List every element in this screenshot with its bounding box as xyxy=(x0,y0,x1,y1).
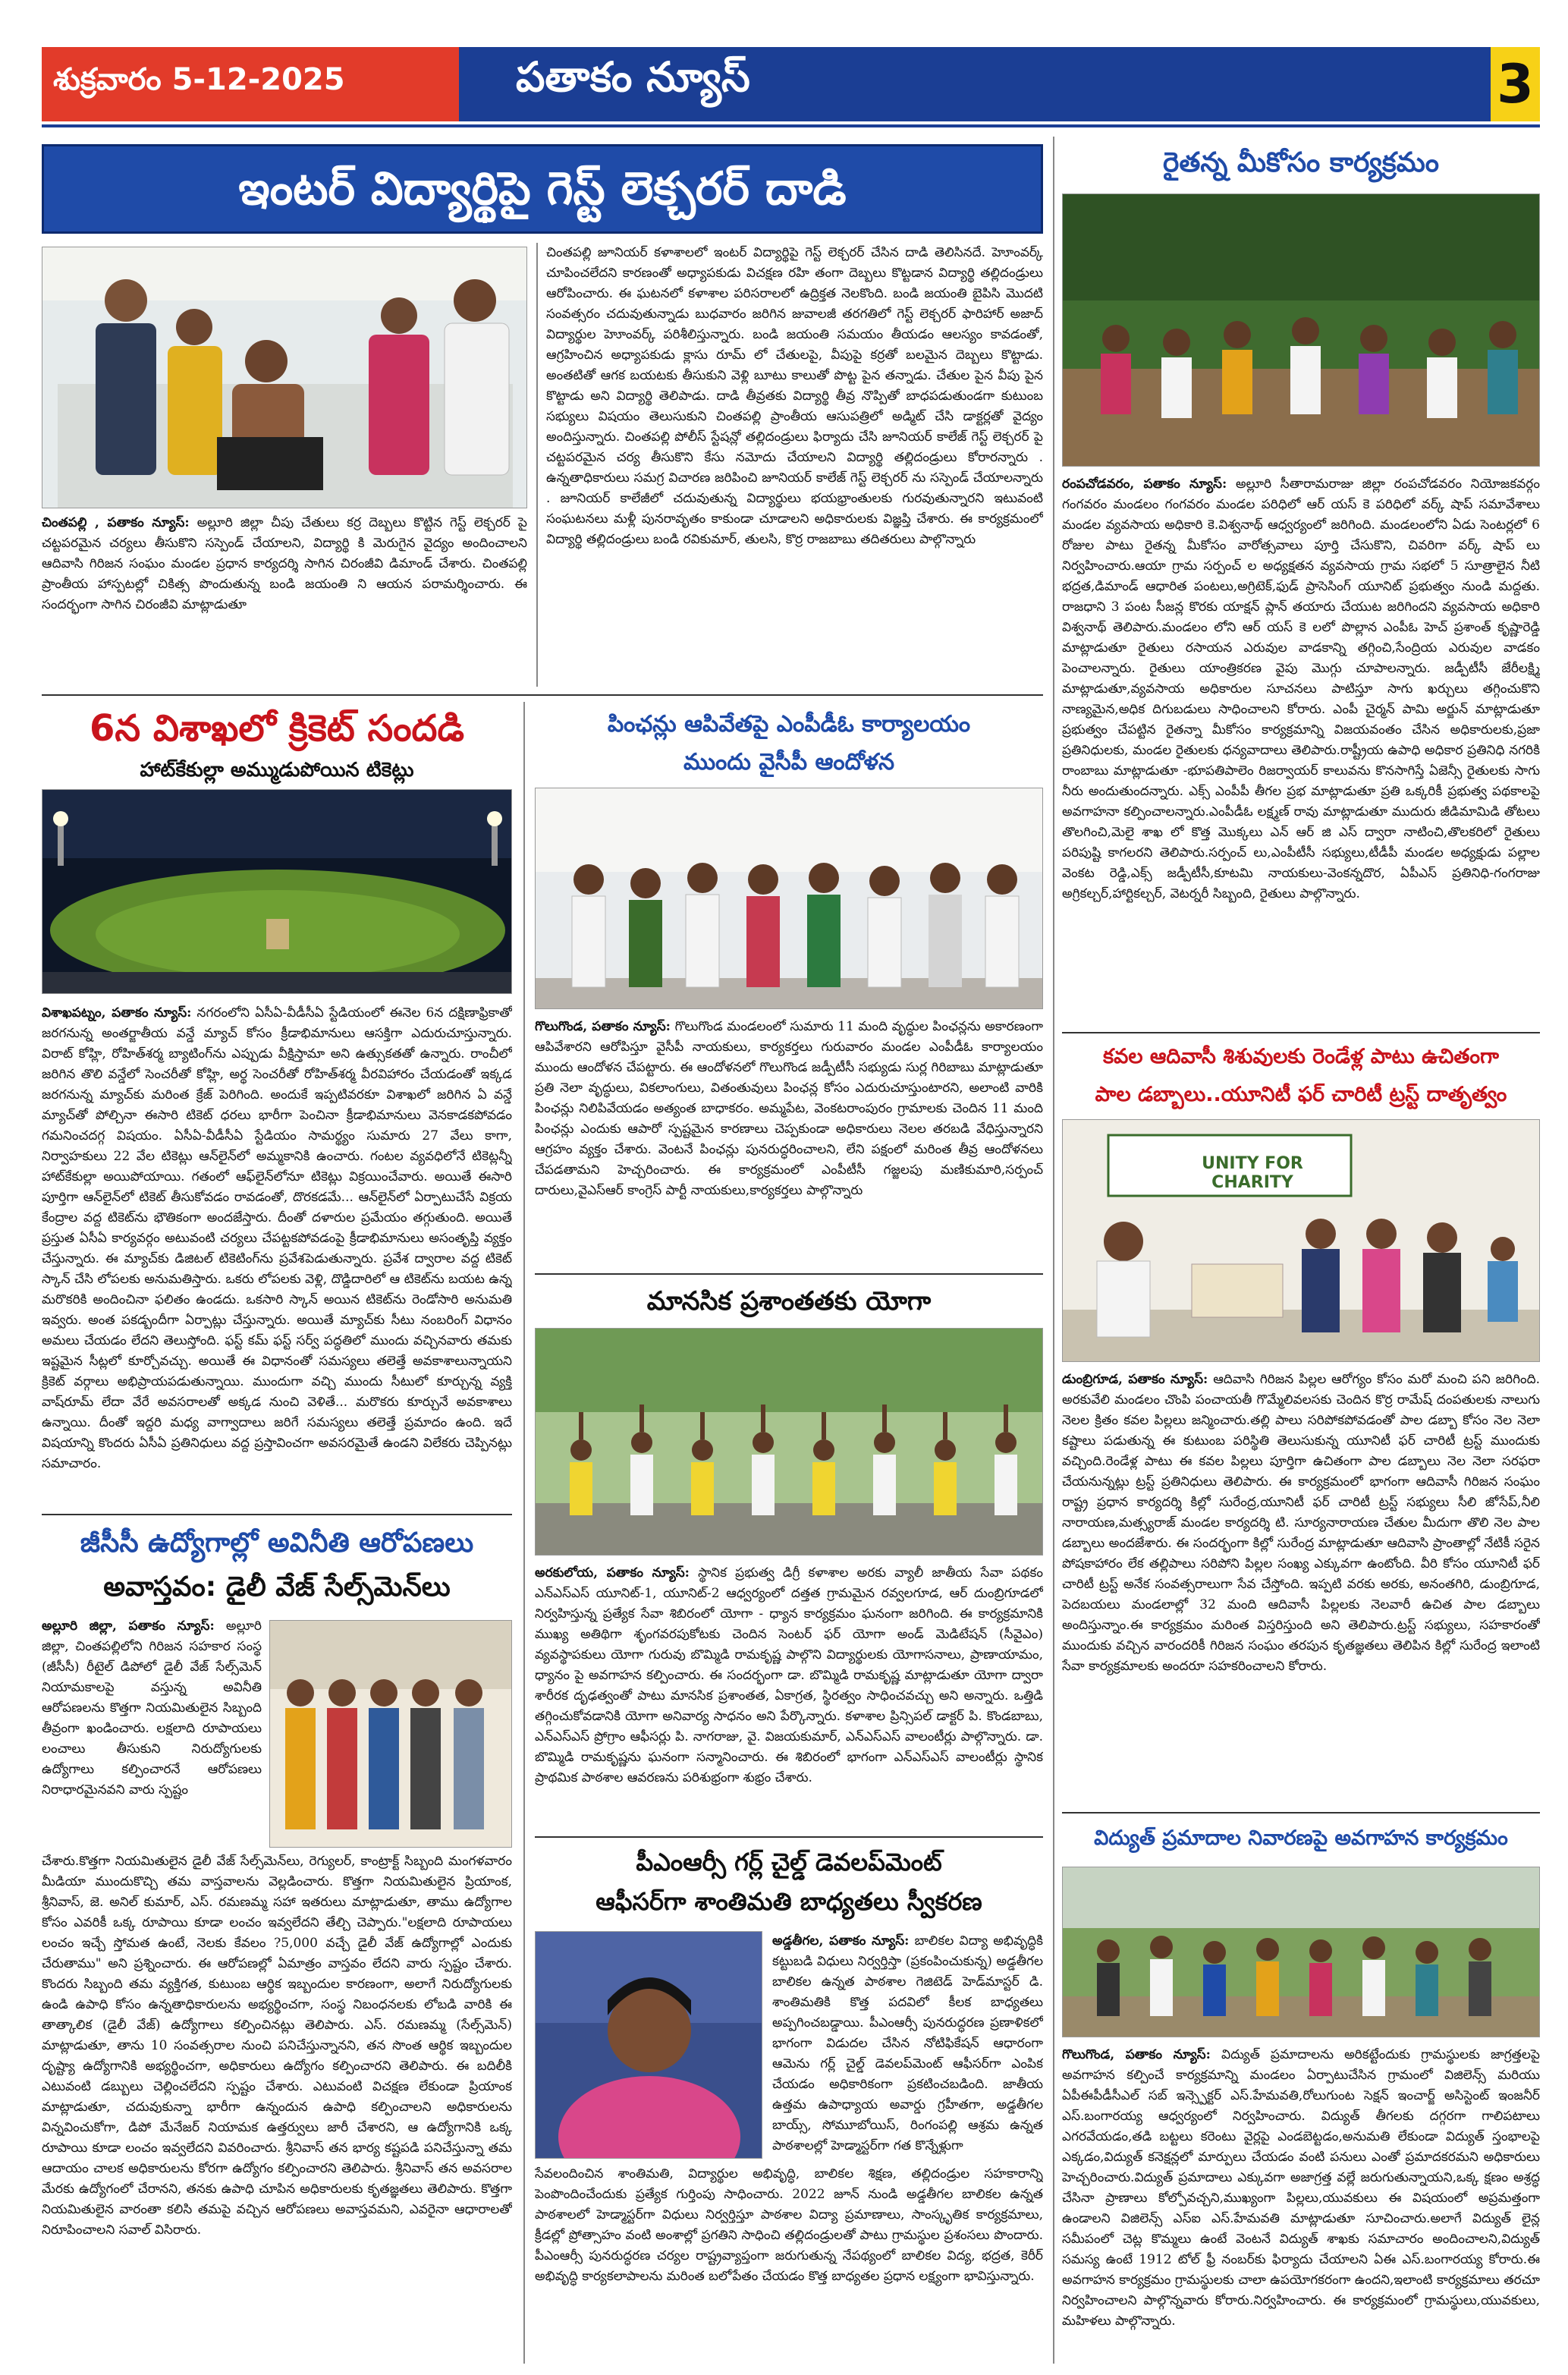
shantimathi-portrait xyxy=(535,1931,762,2159)
yoga-bottom-rule xyxy=(535,1836,1043,1838)
pension-dateline: గొలుగొండ, పతాకం న్యూస్: xyxy=(535,1019,671,1034)
gcc-body-top-text: అల్లూరి జిల్లా, చింతపల్లిలోని గిరిజన సహకార సంస్థ (జీసీసీ) రీటైల్ డిపోలో డైలీ వేజ్ సేల్స్‌మెన్ నియామకాలపై వస్తున్న అవినీతి ఆరోపణలను కొత్తగా నియమితులైన సిబ్బంది తీవ్రంగా ఖండించారు. లక్షలాది రూపాయలు లంచాలు తీసుకుని నిరుద్యోగులకు ఉద్యోగాలు కల్పించారనే ఆరోపణలు నిరాధారమైనవని వారు స్పష్టం xyxy=(42,1618,262,1798)
pmrc-body-top-text: బాలికల విద్యా అభివృద్ధికి కట్టుబడి విధులు నిర్వర్తిస్తా (ప్రకంపించుకున్న) అడ్డతీగల బాలికల ఉన్నత పాఠశాల గెజిటెడ్ హెడ్‌మాస్టర్ డి. శాంతిమతికి కొత్త పదవిలో కీలక బాధ్యతలు అప్పగించబడ్డాయి. పీఎంఆర్సీ పునరుద్ధరణ ప్రణాళికలో భాగంగా విడుదల చేసిన నోటిఫికేషన్ ఆధారంగా ఆమెను గర్ల్ చైల్డ్ డెవలప్‌మెంట్ ఆఫీసర్‌గా ఎంపిక చేయడం అధికారికంగా ప్రకటించబడింది. జాతీయ ఉత్తమ ఉపాధ్యాయ అవార్డు గ్రహీతగా, అడ్డతీగల బాయ్స్, సోమూబోయిస్, రింగంపల్లి ఆశ్రమ ఉన్నత పాఠశాలల్లో హెడ్మాస్టర్‌గా గత కొన్నేళ్లుగా xyxy=(772,1933,1043,2153)
pension-headline-line1: పింఛన్లు ఆపివేతపై ఎంపీడీఓ కార్యాలయం xyxy=(607,711,971,738)
stadium-illustration xyxy=(42,790,512,994)
column-rule-1 xyxy=(523,702,525,2364)
lead-headline: ఇంటర్ విద్యార్థిపై గెస్ట్ లెక్చరర్ దాడి xyxy=(238,162,847,215)
unity-for-charity-banner: UNITY FOR CHARITY xyxy=(1202,1154,1303,1192)
lead-photo xyxy=(42,247,527,508)
milk-bottom-rule xyxy=(1062,1812,1540,1813)
pmrc-headline-line2: ఆఫీసర్‌గా శాంతిమతి బాధ్యతలు స్వీకరణ xyxy=(595,1887,982,1916)
electric-body xyxy=(1062,2045,1540,2364)
lead-dateline: చింతపల్లి , పతాకం న్యూస్: xyxy=(42,515,190,530)
cricket-stadium-photo xyxy=(42,789,512,994)
farmers-dateline: రంపచోడవరం, పతాకం న్యూస్: xyxy=(1062,477,1227,492)
yoga-body-text: స్థానిక ప్రభుత్వ డిగ్రీ కళాశాల అరకు వ్యాలీ జాతీయ సేవా పథకం ఎన్ఎస్ఎస్ యూనిట్-1, యూనిట్-2 ఆధ్వర్యంలో దత్తత గ్రామమైన రవ్వలగూడ, ఆర్ దుంబ్రిగూడలో నిర్వహిస్తున్న ప్రత్యేక సేవా శిబిరంలో యోగా - ధ్యాన కార్యక్రమం ఘనంగా జరిగింది. ఈ కార్యక్రమానికి ముఖ్య అతిథిగా శృంగవరపుకోటకు చెందిన సెంటర్ ఫర్ యోగా అండ్ మెడిటేషన్ (సీవైఎం) వ్యవస్థాపకులు యోగా గురువు బొమ్మిడి రామకృష్ణ పాల్గొని విద్యార్థులకు యోగాసనాలు, ప్రాణాయామం, ధ్యానం పై అవగాహన కల్పించారు. ఈ సందర్భంగా డా. బొమ్మిడి రామకృష్ణ మాట్లాడుతూ యోగా ద్వారా శారీరక దృఢత్వంతో పాటు మానసిక ప్రశాంతత, ఏకాగ్రత, స్థిరత్వం సాధించవచ్చు అని అన్నారు. ఒత్తిడి తగ్గించుకోవడానికి యోగా అనివార్య సాధనం అని పేర్కొన్నారు. కళాశాల ప్రిన్సిపల్ డాక్టర్ పి. కొండబాబు, ఎన్ఎస్ఎస్ ప్రోగ్రాం ఆఫీసర్లు పి. నాగరాజు, వై. విజయకుమార్, ఎన్ఎస్ఎస్ వాలంటీర్లు పాల్గొన్నారు. డా. బొమ్మిడి రామకృష్ణను ఘనంగా సన్మానించారు. ఈ శిబిరంలో భాగంగా ఎన్ఎస్ఎస్ వాలంటీర్లు స్థానిక ప్రాథమిక పాఠశాల ఆవరణను పరిశుభ్రంగా శుభ్రం చేశారు. xyxy=(535,1565,1043,1785)
pension-body-text: గొలుగొండ మండలంలో సుమారు 11 మంది వృద్ధుల పింఛన్లను అకారణంగా ఆపివేశారని ఆరోపిస్తూ వైసీపీ నాయకులు, కార్యకర్తలు గురువారం మండల ఎంపీడీఓ కార్యాలయం ముందు ఆందోళన చేపట్టారు. ఈ ఆందోళనలో గొలుగొండ జడ్పీటీసీ సభ్యుడు సుర్ల గిరిబాబు మాట్లాడుతూ ప్రతి నెలా వృద్ధులు, వికలాంగులు, వితంతువులు పింఛన్ల కోసం ఎదురుచూస్తుంటారని, అలాంటి వారికి పింఛన్లు నిలిపివేయడం అత్యంత బాధాకరం. అమ్మపేట, వెంకటరాంపురం గ్రామాలకు చెందిన 11 మంది పింఛన్లు ఎందుకు ఆపారో స్పష్టమైన కారణాలు చెప్పకుండా అధికారులు నెలల తరబడి వేధిస్తున్నారని ఆగ్రహం వ్యక్తం చేశారు. వెంటనే పింఛన్లు పునరుద్ధరించాలని, లేని పక్షంలో మరింత తీవ్ర ఆందోళనలు చేపడతామని హెచ్చరించారు. ఈ కార్యక్రమంలో ఎంపీటీసీ గజ్జలపు మణికుమారి,సర్పంచ్ దారులు,వైఎస్ఆర్ కాంగ్రెస్ పార్టీ నాయకులు,కార్యకర్తలు పాల్గొన్నారు xyxy=(535,1019,1043,1198)
meeting-illustration xyxy=(1063,194,1540,467)
cricket-body xyxy=(42,1003,512,1508)
hospital-scene-illustration xyxy=(42,247,527,508)
pension-protest-photo xyxy=(535,788,1043,1009)
column-rule-2 xyxy=(1053,137,1054,2364)
lead-column-rule xyxy=(536,243,538,687)
cricket-body-text: నగరంలోని ఏసీఏ-వీడీసీఏ స్టేడియంలో ఈనెల 6న దక్షిణాఫ్రికాతో జరగనున్న అంతర్జాతీయ వన్డే మ్యాచ్ కోసం క్రీడాభిమానులు ఆసక్తిగా ఎదురుచూస్తున్నారు. విరాట్ కోహ్లి, రోహిత్‌శర్మ బ్యాటింగ్‌ను ఎప్పుడు వీక్షిస్తామా అని ఉత్సుకతతో ఉన్నారు. రాంచీలో జరిగిన తొలి వన్డేలో సెంచరీతో కోహ్లి, అర్థ సెంచరీతో రోహిత్‌శర్మ వీరవిహారం చేయడంతో ఇక్కడ జరగనున్న మ్యాచ్‌కు మరింత క్రేజ్ పెరిగింది. అందుకే ఇప్పటివరకూ విశాఖలో జరిగిన ఏ వన్డే మ్యాచ్‌తో పోల్చినా ఈసారి టికెట్ ధరలు భారీగా పెంచినా క్రీడాభిమానులు వెనకాడకపోవడం గమనించదగ్గ విషయం. ఏసీఏ-వీడీసీఏ స్టేడియం సామర్థ్యం సుమారు 27 వేలు కాగా, నిర్వాహకులు 22 వేల టికెట్లు ఆన్‌లైన్‌లో అమ్మకానికి ఉంచారు. గంటల వ్యవధిలోనే టికెట్లన్నీ హాట్‌కేకుల్లా అయిపోయాయి. గతంలో ఆఫ్‌లైన్‌లోనూ టికెట్లు విక్రయించేవారు. అయితే ఈసారి పూర్తిగా ఆన్‌లైన్‌లో టికెట్ తీసుకోవడం రావడంతో, దొరకడమే... ఆన్‌లైన్‌లో ఏర్పాటుచేసే విక్రయ కేంద్రాల వద్ద టికెట్‌ను భౌతికంగా అందజేస్తారు. దీంతో దళారుల ప్రమేయం తగ్గుతుంది. అయితే ప్రస్తుత ఏసీఏ కార్యవర్గం అటువంటి చర్యలు చేపట్టకపోవడంపై క్రీడాభిమానులు అసంతృప్తి వ్యక్తం చేస్తున్నారు. ఈ మ్యాచ్‌కు డిజిటల్ టికెటింగ్‌ను ప్రవేశపెడుతున్నారు. ప్రవేశ ద్వారాల వద్ద టికెట్ స్కాన్ చేసి లోపలకు అనుమతిస్తారు. ఒకరు లోపలకు వెళ్లి, దొడ్డిదారిలో ఆ టికెట్‌ను బయట ఉన్న మరొకరికి అందించినా ఫలితం ఉండదు. ఒకసారి స్కాన్ అయిన టికెట్‌ను రెండోసారి అనుమతి ఇవ్వరు. అంత పకడ్బందీగా ఏర్పాట్లు చేస్తున్నారు. అయితే మ్యాచ్‌కు సీటు నంబరింగ్ విధానం అమలు చేయడం లేదని తెలుస్తోంది. ఫస్ట్ కమ్ ఫస్ట్ సర్వ్ పద్ధతిలో ముందు వచ్చినవారు తమకు ఇష్టమైన సీట్లలో కూర్చోవచ్చు. అయితే ఈ విధానంతో సమస్యలు తలెత్తే అవకాశాలున్నాయని క్రికెట్ వర్గాలు అభిప్రాయపడుతున్నాయి. ముందుగా వచ్చి ముందు సీటులో కూర్చున్న వ్యక్తి వాష్‌రూమ్ లేదా వేరే అవసరాలతో అక్కడ నుంచి వెళితే... మరొకరు కూర్చునే అవకాశాలు ఉన్నాయి. దీంతో ఇద్దరి మధ్య వాగ్వాదాలు జరిగే సమస్యలు తలెత్తే ప్రమాదం ఉంది. ఇదే విషయాన్ని కొందరు ఏసీఏ ప్రతినిధులు వద్ద ప్రస్తావించగా అవసరమైతే ఉండని విలేకరు చెప్పినట్లు సమాచారం. xyxy=(42,1005,512,1471)
gcc-dateline: అల్లూరి జిల్లా, పతాకం న్యూస్: xyxy=(42,1618,215,1634)
cricket-headline: 6న విశాఖలో క్రికెట్ సందడి xyxy=(90,707,464,750)
issue-date: శుక్రవారం 5-12-2025 xyxy=(53,62,345,97)
yoga-body xyxy=(535,1563,1043,1830)
lead-bottom-rule xyxy=(42,694,1043,696)
cricket-dateline: విశాఖపట్నం, పతాకం న్యూస్: xyxy=(42,1005,192,1021)
page-number: 3 xyxy=(1491,47,1540,121)
masthead-rule xyxy=(42,124,1540,127)
pmrc-body-top xyxy=(772,1931,1043,2159)
cricket-subhead: హాట్‌కేకుల్లా అమ్ముడుపోయిన టికెట్లు xyxy=(140,759,414,782)
electric-awareness-photo xyxy=(1062,1867,1540,2037)
milk-headline-line1: కవల ఆదివాసీ శిశువులకు రెండేళ్ల పాటు ఉచితంగా xyxy=(1103,1045,1499,1068)
lead-body-right: చింతపల్లి జూనియర్ కళాశాలలో ఇంటర్ విద్యార్థిపై గెస్ట్ లెక్చరర్ చేసిన దాడి తెలిసినదే. హెూంవర్క్ చూపించలేదని కారణంతో అధ్యాపకుడు విచక్షణ రహి తంగా దెబ్బలు కొట్టడాన విద్యార్థి తల్లిదండ్రులు ఆరోపించారు. ఈ ఘటనలో కళాశాల పరిసరాలలో ఉద్రిక్తత నెలకొంది. బండి జయంతి బైపిసి మొదటి సంవత్సరం చదువుతున్నాడు బుధవారం జరిగిన జువాలజీ తరగతిలో గెస్ట్ లెక్చరర్ ఫారిహార్ అజాద్ విద్యార్థుల హెూంవర్క్ పరిశీలిస్తున్నారు. బండి జయంతి సమయం తీయడం ఆలస్యం కావడంతో, ఆగ్రహించిన అధ్యాపకుడు క్లాసు రూమ్ లో చేతులపై, వీపుపై కర్రతో బలమైన దెబ్బలు కొట్టాడు. అంతటితో ఆగక బయటకు తీసుకుని వెళ్లి బూటు కాలుతో పొట్ట పైన తన్నాడు. చేతుల పైన వీపు పైన కొట్టాడు అని విద్యార్థి తెలిపాడు. దాడి తీవ్రతకు విద్యార్థి తీవ్ర నొప్పితో బాధపడుతుండగా కుటుంబ సభ్యులు విషయం తెలుసుకుని చింతపల్లి ప్రాంతీయ ఆసుపత్రిలో అడ్మిట్ చేసి డాక్టర్లతో వైద్యం అందిస్తున్నారు. చింతపల్లి పోలీస్ స్టేషన్లో తల్లిదండ్రులు ఫిర్యాదు చేసి జూనియర్ కాలేజ్ గెస్ట్ లెక్చరర్ పై చట్టపరమైన చర్య తీసుకొని కేసు నమోదు చేయాలని విద్యార్థి తల్లిదండ్రులు కోరారన్నారు . ఉన్నతాధికారులు సమగ్ర విచారణ జరిపించి జూనియర్ కాలేజ్ గెస్ట్ లెక్చరర్ ను సస్పెండ్ చేయాలన్నారు . జూనియర్ కాలేజీలో చదువుతున్న విద్యార్థులు భయభ్రాంతులకు గురవుతున్నారని ఇటువంటి సంఘటనలు మళ్లీ పునరావృతం కాకుండా చూడాలని అధికారులకు విజ్ఞప్తి చేశారు. ఈ కార్యక్రమంలో విద్యార్థి తల్లిదండ్రులు బండి రవికుమార్, తులసి, కొర్ర రాజబాబు తదితరులు పాల్గొన్నారు xyxy=(546,245,1043,547)
farmers-body-text: అల్లూరి సీతారామరాజు జిల్లా రంపచోడవరం నియోజకవర్గం గంగవరం మండలం గంగవరం మండల పరిధిలో ఆర్ యస్ కె పరిధిలో వర్క్ షాప్ సమావేశాలు మండల వ్యవసాయ అధికారి కె.విశ్వనాథ్ ఆధ్వర్యంలో జరిగింది. మండలంలోని ఏడు సెంటర్లలో 6 రోజుల పాటు రైతన్న మీకోసం వారోత్సవాలు పూర్తి చేసుకొని, చివరిగా వర్క్ షాప్ లు నిర్వహించారు.ఆయా గ్రామ సర్పంచ్ ల అధ్యక్షతన వ్యవసాయ గ్రామ సభలో 5 సూత్రాలైన నీటి భద్రత,డిమాండ్ ఆధారిత పంటలు,అగ్రిటెక్,ఫుడ్ ప్రాసెసింగ్ యూనిట్ ప్రభుత్వం నుండి మద్దతు. రాజధాని 3 పంట సీజన్ల కొరకు యాక్షన్ ప్లాన్ తయారు చేయుట జరిగిందని వ్యవసాయ అధికారి విశ్వనాథ్ తెలిపారు.మండలం లోని ఆర్ యస్ కె లలో పొల్లాన ఎంపీఓ హెచ్ ప్రశాంత్ కృష్ణారెడ్డి మాట్లాడుతూ రైతులు రసాయన ఎరువుల వాడకాన్ని తగ్గించి,సేంద్రియ ఎరువుల వాడకం పెంచాలన్నారు. రైతులు యాంత్రికరణ వైపు మొగ్గు చూపాలన్నారు. జడ్పీటీసీ జేరీలక్ష్మి మాట్లాడుతూ,వ్యవసాయ అధికారుల సూచనలు పాటిస్తూ సాగు ఖర్చులు తగ్గించుకొని నాణ్యమైన,అధిక దిగుబడులు సాధించాలని కోరారు. ఎంపీ చైర్మన్ పామి అర్జున్ మాట్లాడుతూ ప్రభుత్వం చేపట్టిన రైతన్నా మీకోసం కార్యక్రమాన్ని విజయవంతం చేసిన అధికారులకు,ప్రజా ప్రతినిధులకు, మండల రైతులకు ధన్యవాదాలు తెలిపారు.రాష్ట్రీయ ఉపాధి అధికార ప్రతినిధి నగరికి రాంబాబు మాట్లాడుతూ -భూపతిపాలెం రిజర్వాయర్ కాలువను కొనసాగిస్తే ఏజెన్సీ రైతులకు సాగు నీరు అందుతుందన్నారు. ఎక్స్ ఎంపీపీ తీగల ప్రభ మాట్లాడుతూ ప్రతి ఒక్కరికీ ప్రభుత్వ పథకాలపై అవగాహనా కల్పించాలన్నారు.ఎంపీడీఓ లక్ష్మణ్ రావు మాట్లాడుతూ ముదురు జీడిమామిడి తోటలు తొలగించి,మెలై శాఖ లో కొత్త మొక్కలు ఎన్ ఆర్ జి ఎస్ ద్వారా నాటించి,తొలకరిలో రైతులు పరిపుష్టి కాగలరని తెలిపారు.సర్పంచ్ లు,ఎంపీటీసీ సభ్యులు,టీడీపీ మండల అధ్యక్షుడు పల్లాల వెంకట రెడ్డి,ఎక్స్ జడ్పీటీసీ,కూటమి నాయకులు-వెంకన్నదొర, ఏపీఎస్ ప్రతినిధి-గంగరాజు అగ్రికల్చర్,హార్టికల్చర్, వెటర్నరీ సిబ్బంది, రైతులు పాల్గొన్నారు. xyxy=(1062,477,1540,901)
yoga-photo xyxy=(535,1328,1043,1556)
gcc-body-bottom: చేశారు.కొత్తగా నియమితులైన డైలీ వేజ్ సేల్స్‌మెన్‌లు, రెగ్యులర్, కాంట్రాక్ట్ సిబ్బంది మంగళవారం మీడియా ముందుకొచ్చి తమ వాస్తవాలను వెల్లడించారు. కొత్తగా నియమితులైన ప్రియాంక, శ్రీనివాస్, జె. అనిల్ కుమార్, ఎస్. రమణమ్మ సహా ఇతరులు మాట్లాడుతూ, తాము ఉద్యోగాల కోసం ఎవరికీ ఒక్క రూపాయి కూడా లంచం ఇవ్వలేదని తేల్చి చెప్పారు."లక్షలాది రూపాయలు లంచం ఇచ్చే స్తోమత ఉంటే, నెలకు కేవలం ?5,000 వచ్చే డైలీ వేజ్ ఉద్యోగాల్లో ఎందుకు చేరుతాము" అని ప్రశ్నించారు. ఈ ఆరోపణల్లో ఏమాత్రం వాస్తవం లేదని వారు స్పష్టం చేశారు. కొందరు సిబ్బంది తమ వ్యక్తిగత, కుటుంబ ఆర్థిక ఇబ్బందుల కారణంగా, అలాగే నిరుద్యోగులకు ఉండి ఉపాధి కోసం ఉన్నతాధికారులను అభ్యర్థించగా, సంస్థ నిబంధనలకు లోబడి వారికి ఈ తాత్కాలిక (డైలీ వేజ్) ఉద్యోగాలు కల్పించినట్లు తెలిపారు. ఎస్. రమణమ్మ (సేల్స్‌మెన్) మాట్లాడుతూ, తాను 10 సంవత్సరాల నుంచి పనిచేస్తున్నానని, తన సొంత ఆర్థిక ఇబ్బందుల దృష్ట్యా ఉద్యోగానికి అభ్యర్థించగా, అధికారులు ఉద్యోగం కల్పించారని తెలిపారు. ఈ బదిలీకి ఎటువంటి డబ్బులు చెల్లించలేదని స్పష్టం చేశారు. ఎటువంటి విచక్షణ లేకుండా ప్రియాంక మాట్లాడుతూ, చదువుకున్నా భారీగా ఉన్నందున ఉపాధి కల్పించాలని అధికారులను విన్నవించుకోగా, డిపో మేనేజర్ నియామక ఉత్తర్వులు జారీ చేశారని, ఆ ఉద్యోగానికి ఒక్క రూపాయి కూడా లంచం ఇవ్వలేదని వివరించారు. శ్రీనివాస్ తన భార్య కష్టపడి పనిచేస్తున్నా తమ ఆదాయం చాలక అధికారులను కోరగా ఉద్యోగం కల్పించారని తెలిపారు. శ్రీనివాస్ తన అవసరాల మేరకు ఉద్యోగంలో చేరానని, తనకు ఉపాధి చూపిన అధికారులకు కృతజ్ఞతలు తెలిపారు. కొత్తగా నియమితులైన వారంతా కలిసి తమపై వచ్చిన ఆరోపణలు అవాస్తవమని, ఎవరైనా ఆధారాలతో నిరూపించాలని సవాల్ విసిరారు. xyxy=(42,1854,512,2238)
village-group-illustration xyxy=(1063,1867,1540,2037)
yoga-dateline: అరకులోయ, పతాకం న్యూస్: xyxy=(535,1565,690,1581)
milk-dateline: డుంబ్రిగూడ, పతాకం న్యూస్: xyxy=(1062,1372,1208,1387)
pension-headline-line2: ముందు వైసీపీ ఆందోళన xyxy=(683,749,895,775)
gcc-headline-line2: అవాస్తవం: డైలీ వేజ్ సేల్స్‌మెన్‌లు xyxy=(103,1571,451,1603)
yoga-group-illustration xyxy=(536,1329,1043,1556)
farmers-body xyxy=(1062,474,1540,1027)
cricket-bottom-rule xyxy=(42,1514,512,1515)
lead-body-left-text: అల్లూరి జిల్లా చీపు చేతులు కర్ర దెబ్బలు కొట్టిన గెస్ట్ లెక్చరర్ పై చట్టపరమైన చర్యలు తీసుకొని సస్పెండ్ చేయాలని, విద్యార్థి కి మెరుగైన వైద్యం అందించాలని ఆదివాసి గిరిజన సంఘం మండల ప్రధాన కార్యదర్శి సాగిన చిరంజీవి డిమాండ్ చేశారు. చింతపల్లి ప్రాంతీయ హాస్పటల్లో చికిత్స పొందుతున్న బండి జయంతి ని ఆయన పరామర్శించారు. ఈ సందర్భంగా సాగిన చిరంజీవి మాట్లాడుతూ xyxy=(42,515,527,612)
gcc-headline-line1: జీసీసీ ఉద్యోగాల్లో అవినీతి ఆరోపణలు xyxy=(80,1527,474,1559)
newspaper-name: పతాకం న్యూస్ xyxy=(516,53,750,101)
gcc-body-top xyxy=(42,1616,262,1848)
staff-group-illustration xyxy=(270,1621,512,1848)
pmrc-dateline: అడ్డతీగల, పతాకం న్యూస్: xyxy=(772,1933,910,1949)
milk-donation-photo xyxy=(1062,1119,1540,1362)
pmrc-body-bottom: సేవలందించిన శాంతిమతి, విద్యార్థుల అభివృద్ధి, బాలికల శిక్షణ, తల్లిదండ్రుల సహకారాన్ని పెంపొందించేందుకు ప్రత్యేక గుర్తింపు సాధించారు. 2022 జూన్ నుండి అడ్డతీగల బాలికల ఉన్నత పాఠశాలలో హెడ్మాస్టర్‌గా విధులు నిర్వర్తిస్తూ పాఠశాల విద్యా ప్రమాణాలు, సాంస్కృతిక కార్యక్రమాలు, క్రీడల్లో ప్రోత్సాహం వంటి అంశాల్లో ప్రగతిని సాధించి తల్లిదండ్రులతో పాటు గ్రామస్థుల ప్రశంసలు పొందారు. పీఎంఆర్సీ పునరుద్ధరణ చర్యల రాష్ట్రవ్యాప్తంగా జరుగుతున్న నేపథ్యంలో బాలికల విద్య, భద్రత, కెరీర్ అభివృద్ధి కార్యకలాపాలను మరింత బలోపేతం చేయడం కొత్త బాధ్యతల ప్రధాన లక్ష్యంగా భావిస్తున్నారు. xyxy=(535,2166,1043,2284)
lead-body-left xyxy=(42,513,527,680)
farmers-meeting-photo xyxy=(1062,193,1540,467)
electric-body-text: విద్యుత్ ప్రమాదాలను అరికట్టేందుకు గ్రామస్థులకు జాగ్రత్తలపై అవగాహన కల్పించే కార్యక్రమాన్ని మండలం ఏర్పాటుచేసిన గ్రామంలో విజిలెన్స్ మరియు ఏపీఈపీడీసీఎల్ సబ్ ఇన్స్పెక్టర్ ఎస్.హేమవతి,రోలుగుంట సెక్షన్ ఇంచార్జ్ అసిస్టెంట్ ఇంజనీర్ ఎస్.బంగారయ్య ఆధ్వర్యంలో నిర్వహించారు. విద్యుత్ తీగలకు దగ్గరగా గాలిపటాలు ఎగరవేయడం,తడి బట్టలు కరెంటు వైర్లపై ఎండబెట్టడం,అనుమతి లేకుండా విద్యుత్ స్తంభాలపై ఎక్కడం,విద్యుత్ కనెక్షన్లలో మార్పులు చేయడం వంటి పనులు ఎంతో ప్రమాదకరమని అధికారులు హెచ్చరించారు.విద్యుత్ ప్రమాదాలు ఎక్కువగా అజాగ్రత్త వల్లే జరుగుతున్నాయని,ఒక్క క్షణం అశ్రద్ధ చేసినా ప్రాణాలు కోల్పోవచ్చని,ముఖ్యంగా పిల్లలు,యువకులు ఈ విషయంలో అప్రమత్తంగా ఉండాలని విజిలెన్స్ ఎస్ఐ ఎస్.హేమవతి మాట్లాడుతూ సూచించారు.అలాగే విద్యుత్ లైన్ల సమీపంలో చెట్ల కొమ్మలు ఉంటే వెంటనే విద్యుత్ శాఖకు సమాచారం అందించాలని,విద్యుత్ సమస్య ఉంటే 1912 టోల్ ఫ్రీ నంబర్‌కు ఫిర్యాదు చేయాలని ఏఈ ఎస్.బంగారయ్య కోరారు.ఈ అవగాహన కార్యక్రమం గ్రామస్థులకు చాలా ఉపయోగకరంగా ఉందని,ఇలాంటి కార్యక్రమాలు తరచూ నిర్వహించాలని పాల్గొన్నవారు కోరారు.నిర్వహించారు. ఈ కార్యక్రమంలో గ్రామస్థులు,యువకులు, మహిళలు పాల్గొన్నారు. xyxy=(1062,2047,1540,2329)
pension-bottom-rule xyxy=(535,1273,1043,1275)
milk-body xyxy=(1062,1370,1540,1806)
pension-body xyxy=(535,1017,1043,1267)
portrait-illustration xyxy=(536,1932,762,2159)
milk-headline-line2: పాల డబ్బాలు..యూనిటీ ఫర్ చారిటీ ట్రస్ట్ దాతృత్వం xyxy=(1095,1083,1507,1106)
protest-illustration xyxy=(536,788,1043,1009)
milk-body-text: ఆదివాసి గిరిజన పిల్లల ఆరోగ్యం కోసం మరో మంచి పని జరిగింది. అరకువేలి మండలం చొంపి పంచాయతీ గొమ్మేలివలసకు చెందిన కొర్ర రామేష్ దంపతులకు నాలుగు నెలల క్రితం కవల పిల్లలు జన్మించారు.తల్లి పాలు సరిపోకపోవడంతో పాల డబ్బా కోసం నెల నెలా కష్టాలు పడుతున్న ఈ కుటుంబ పరిస్థితి తెలుసుకున్న యూనిటీ ఫర్ చారిటీ ట్రస్ట్ ముందుకు వచ్చింది.రెండేళ్ల పాటు ఈ కవల పిల్లలు పూర్తిగా ఉచితంగా పాల డబ్బాలు నెల నెలా సరఫరా చేయనున్నట్లు ట్రస్ట్ ప్రతినిధులు తెలిపారు. ఈ కార్యక్రమంలో భాగంగా ఆదివాసీ గిరిజన సంఘం రాష్ట్ర ప్రధాన కార్యదర్శి కిల్లో సురేంద్ర,యూనిటీ ఫర్ చారిటీ ట్రస్ట్ సభ్యులు సీలి జోసేప్,నీలి నారాయణ,మత్స్యరాజ్ మండల కార్యదర్శి టి. సూర్యనారాయణ చేతుల మీదుగా తొలి నెల పాల డబ్బాలు అందజేశారు. ఈ సందర్భంగా కిల్లో సురేంద్ర మాట్లాడుతూ ఆదివాసి ప్రాంతాల్లో నేటికీ సరైన పోషకాహారం లేక తల్లిపాలు సరిపోని పిల్లల సంఖ్య ఎక్కువగా ఉంటోంది. వీరి కోసం యూనిటీ ఫర్ చారిటీ ట్రస్ట్ అనేక సంవత్సరాలుగా సేవ చేస్తోంది. ఇప్పటి వరకు అరకు, అనంతగిరి, డుంబ్రిగూడ, పెదబయలు మండలాల్లో 32 మంది ఆదివాసీ పిల్లలకు నెలవారీ ఉచిత పాల డబ్బాలు అందిస్తున్నాం.ఈ కార్యక్రమం మరింత విస్తరిస్తుంది అని తెలిపారు.ట్రస్ట్ సభ్యులు, సహకారంతో ముందుకు వచ్చిన వారందరికీ గిరిజన సంఘం తరపున కృతజ్ఞతలు తెలిపిన కిల్లో సురేంద్ర ఇలాంటి సేవా కార్యక్రమాలకు అందరూ సహకరించాలని కోరారు. xyxy=(1062,1372,1540,1674)
pmrc-headline-line1: పీఎంఆర్సీ గర్ల్ చైల్డ్ డెవలప్‌మెంట్ xyxy=(636,1848,942,1876)
farmers-bottom-rule xyxy=(1062,1032,1540,1033)
yoga-headline: మానసిక ప్రశాంతతకు యోగా xyxy=(646,1286,932,1316)
electric-headline: విద్యుత్ ప్రమాదాల నివారణపై అవగాహన కార్యక్రమం xyxy=(1094,1826,1508,1850)
gcc-staff-photo xyxy=(269,1620,512,1848)
farmers-headline: రైతన్న మీకోసం కార్యక్రమం xyxy=(1163,147,1439,178)
electric-dateline: గొలుగొండ, పతాకం న్యూస్: xyxy=(1062,2047,1211,2062)
